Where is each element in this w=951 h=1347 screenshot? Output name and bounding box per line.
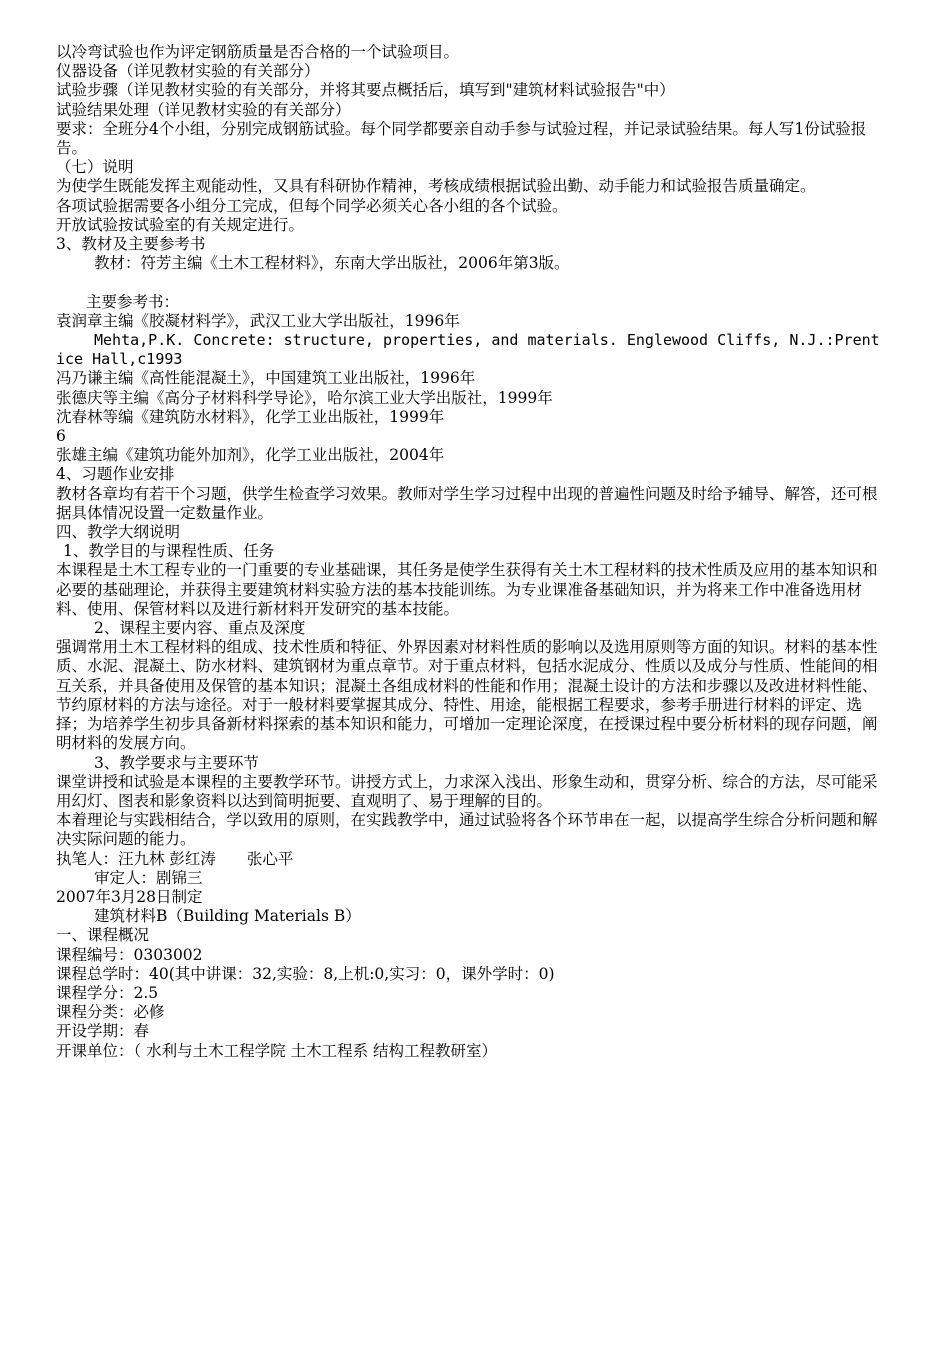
text-line: 试验结果处理（详见教材实验的有关部分） — [56, 100, 351, 119]
text-line: 以冷弯试验也作为评定钢筋质量是否合格的一个试验项目。 — [56, 43, 460, 61]
text-line: 各项试验据需要各小组分工完成，但每个同学必须关心各小组的各个试验。 — [56, 196, 568, 215]
text-line: 本课程是土木工程专业的一门重要的专业基础课，其任务是使学生获得有关土木工程材料的技术性质及应用的基本知识和必要的基础理论，并获得主要建筑材料实验方法的基本技能训练。为专业课准备基础知识，并为将来工作中准备选用材料、使用、保管材料以及进行新材料开发研究的基本技能。 — [56, 561, 878, 618]
text-line: 2、课程主要内容、重点及深度 — [94, 619, 306, 638]
text-line: 3、教学要求与主要环节 — [94, 753, 259, 772]
text-line: 仪器设备（详见教材实验的有关部分） — [56, 62, 320, 81]
text-line: 教材各章均有若干个习题，供学生检查学习效果。教师对学生学习过程中出现的普遍性问题及时给予辅导、解答，还可根据具体情况设置一定数量作业。 — [56, 484, 878, 522]
text-line: 袁润章主编《胶凝材料学》，武汉工业大学出版社，1996年 — [56, 311, 460, 330]
text-line: 开课单位：（ 水利与土木工程学院 土木工程系 结构工程教研室） — [56, 1041, 498, 1060]
text-line: 张德庆等主编《高分子材料科学导论》，哈尔滨工业大学出版社，1999年 — [56, 388, 553, 407]
text-line: 2007年3月28日制定 — [56, 887, 203, 906]
text-line: 强调常用土木工程材料的组成、技术性质和特征、外界因素对材料性质的影响以及选用原则等方面的知识。材料的基本性质、水泥、混凝土、防水材料、建筑钢材为重点章节。对于重点材料，包括水泥成分、性质以及成分与性质、性能间的相互关系，并具备使用及保管的基本知识；混凝土各组成材料的性能和作用；混凝土设计的方法和步骤以及改进材料性能、节约原材料的方法与途径。对于一般材料要掌握其成分、特性、用途，能根据工程要求，参考手册进行材料的评定、选择；为培养学生初步具备新材料探索的基本知识和能力，可增加一定理论深度，在授课过程中要分析材料的现存问题，阐明材料的发展方向。 — [56, 638, 878, 753]
text-line: 试验步骤（详见教材实验的有关部分，并将其要点概括后，填写到"建筑材料试验报告"中） — [56, 81, 675, 100]
text-line: 教材：符芳主编《土木工程材料》，东南大学出版社，2006年第3版。 — [94, 254, 570, 273]
text-line: 课程分类：必修 — [56, 1003, 165, 1022]
text-line: （七）说明 — [56, 158, 134, 177]
text-line: 冯乃谦主编《高性能混凝土》，中国建筑工业出版社，1996年 — [56, 369, 476, 388]
document-body — [56, 43, 886, 1061]
text-line: 要求：全班分4个小组，分别完成钢筋试验。每个同学都要亲自动手参与试验过程，并记录试验结果。每人写1份试验报告。 — [56, 119, 867, 158]
text-line: 开设学期：春 — [56, 1022, 150, 1041]
text-line: 执笔人：汪九林 彭红涛 张心平 — [56, 849, 294, 868]
text-line: 6 — [56, 427, 66, 446]
text-line: 张雄主编《建筑功能外加剂》，化学工业出版社，2004年 — [56, 446, 445, 465]
text-line: 本着理论与实践相结合，学以致用的原则，在实践教学中，通过试验将各个环节串在一起，以提高学生综合分析问题和解决实际问题的能力。 — [56, 811, 878, 849]
text-line: 沈春林等编《建筑防水材料》，化学工业出版社，1999年 — [56, 407, 445, 426]
text-line: Mehta,P.K. Concrete: structure, properties, and materials. Englewood Cliffs, N.J.:Prentice Hall,c1993 — [56, 331, 880, 369]
text-line: 主要参考书： — [86, 292, 180, 311]
text-line: 为使学生既能发挥主观能动性，又具有科研协作精神，考核成绩根据试验出勤、动手能力和试验报告质量确定。 — [56, 177, 816, 196]
text-line: 课堂讲授和试验是本课程的主要教学环节。讲授方式上，力求深入浅出、形象生动和，贯穿分析、综合的方法，尽可能采用幻灯、图表和影象资料以达到简明扼要、直观明了、易于理解的目的。 — [56, 772, 878, 810]
text-line: 建筑材料B（Building Materials B） — [94, 907, 361, 926]
text-line: 四、教学大纲说明 — [56, 523, 181, 542]
text-line: 课程学分：2.5 — [56, 983, 159, 1002]
text-line: 开放试验按试验室的有关规定进行。 — [56, 215, 305, 234]
text-line: 一、课程概况 — [56, 926, 150, 945]
text-line: 课程总学时：40(其中讲课：32,实验：8,上机:0,实习：0，课外学时：0) — [56, 964, 555, 983]
text-line: 审定人：剧锦三 — [94, 868, 203, 887]
text-line: 1、教学目的与课程性质、任务 — [63, 542, 275, 561]
text-line: 4、习题作业安排 — [56, 465, 175, 484]
blank-line — [56, 273, 886, 292]
text-line: 课程编号：0303002 — [56, 945, 203, 964]
text-line: 3、教材及主要参考书 — [56, 235, 206, 254]
